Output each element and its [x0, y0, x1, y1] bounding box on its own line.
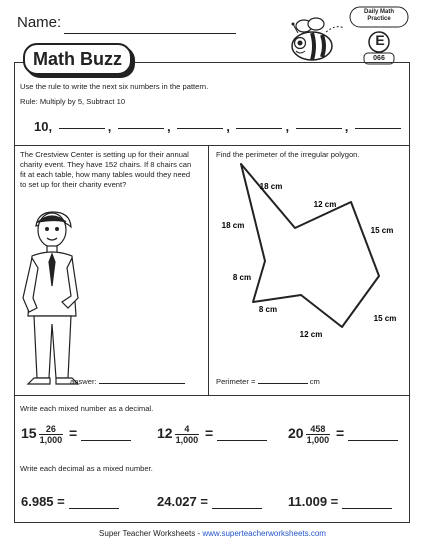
side-label: 8 cm	[258, 305, 278, 314]
side-label: 8 cm	[232, 273, 252, 282]
answer-label: answer:	[70, 377, 97, 386]
irregular-polygon-diagram	[208, 160, 410, 350]
equals-sign: =	[205, 425, 214, 442]
pattern-comma: ,	[344, 119, 349, 134]
footer-site-name: Super Teacher Worksheets	[99, 529, 196, 538]
badge-title	[350, 9, 408, 23]
mixed-item-1	[21, 424, 131, 445]
decimal-item-3	[288, 494, 392, 509]
fraction-numerator: 4	[175, 424, 200, 435]
name-input-line[interactable]	[64, 33, 236, 34]
pattern-start: 10,	[34, 119, 53, 134]
badge-letter: E	[375, 32, 385, 48]
divider-1	[14, 145, 410, 146]
perimeter-blank[interactable]	[258, 383, 308, 384]
pattern-instruction: Use the rule to write the next six numbers in the pattern.	[20, 82, 209, 91]
mixed-blank-1[interactable]	[81, 440, 131, 441]
pattern-blank-6[interactable]	[355, 128, 401, 129]
perimeter-question: Find the perimeter of the irregular polygon.	[216, 150, 360, 159]
mixed-item-3	[288, 424, 398, 445]
decimal-blank-3[interactable]	[342, 508, 392, 509]
fraction-denominator: 1,000	[39, 435, 63, 445]
pattern-blank-3[interactable]	[177, 128, 223, 129]
fraction-denominator: 1,000	[175, 435, 199, 445]
pattern-rule: Rule: Multiply by 5, Subtract 10	[20, 97, 126, 106]
mixed-blank-2[interactable]	[217, 440, 267, 441]
badge-number: 066	[373, 55, 385, 62]
word-problem-text: The Crestview Center is setting up for their annual charity event. They have 152 chairs. If 8 chairs can fit at each table, how many tables would they need to set up for their charity event?	[20, 150, 192, 189]
mixed-blank-3[interactable]	[348, 440, 398, 441]
mixed-fraction	[306, 424, 331, 445]
pattern-comma: ,	[285, 119, 290, 134]
boy-illustration-icon	[14, 208, 84, 390]
perimeter-unit: cm	[309, 377, 320, 386]
fraction-numerator: 26	[39, 424, 64, 435]
pattern-comma: ,	[226, 119, 230, 134]
pattern-blank-1[interactable]	[59, 128, 105, 129]
answer-row	[70, 377, 185, 387]
side-label: 12 cm	[299, 330, 323, 339]
bee-mascot-icon	[286, 14, 348, 66]
side-label: 18 cm	[259, 182, 283, 191]
side-label: 12 cm	[313, 200, 337, 209]
decimal-blank-1[interactable]	[69, 508, 119, 509]
footer	[0, 529, 425, 538]
decimal-item-1	[21, 494, 119, 509]
decimal-value: 6.985 =	[21, 494, 65, 509]
divider-2	[14, 395, 410, 396]
mixed-fraction	[175, 424, 200, 445]
mixed-fraction	[39, 424, 64, 445]
fraction-numerator: 458	[306, 424, 331, 435]
name-label: Name:	[17, 14, 62, 31]
decimal-item-2	[157, 494, 262, 509]
pattern-blank-2[interactable]	[118, 128, 164, 129]
mixed-instruction: Write each mixed number as a decimal.	[20, 404, 154, 413]
perimeter-label: Perimeter =	[216, 377, 256, 386]
side-label: 15 cm	[373, 314, 397, 323]
mixed-whole: 12	[157, 425, 173, 442]
mixed-whole: 20	[288, 425, 304, 442]
pattern-comma: ,	[166, 119, 171, 134]
pattern-blank-5[interactable]	[296, 128, 342, 129]
decimal-instruction: Write each decimal as a mixed number.	[20, 464, 153, 473]
badge-line2: Practice	[367, 16, 391, 22]
decimal-blank-2[interactable]	[212, 508, 262, 509]
fraction-denominator: 1,000	[306, 435, 330, 445]
page-title: Math Buzz	[23, 43, 132, 75]
answer-blank[interactable]	[99, 383, 185, 384]
pattern-comma: ,	[107, 119, 112, 134]
pattern-blank-4[interactable]	[236, 128, 282, 129]
decimal-value: 11.009 =	[288, 494, 339, 509]
perimeter-answer-row	[216, 377, 320, 387]
equals-sign: =	[336, 425, 345, 442]
side-label: 15 cm	[370, 226, 394, 235]
footer-separator: -	[195, 529, 203, 538]
decimal-value: 24.027 =	[157, 494, 208, 509]
footer-link[interactable]: www.superteacherworksheets.com	[202, 529, 326, 538]
pattern-sequence	[34, 119, 404, 134]
mixed-item-2	[157, 424, 267, 445]
badge-line1: Daily Math	[363, 9, 394, 15]
equals-sign: =	[69, 425, 78, 442]
side-label: 18 cm	[221, 221, 245, 230]
mixed-whole: 15	[21, 425, 37, 442]
